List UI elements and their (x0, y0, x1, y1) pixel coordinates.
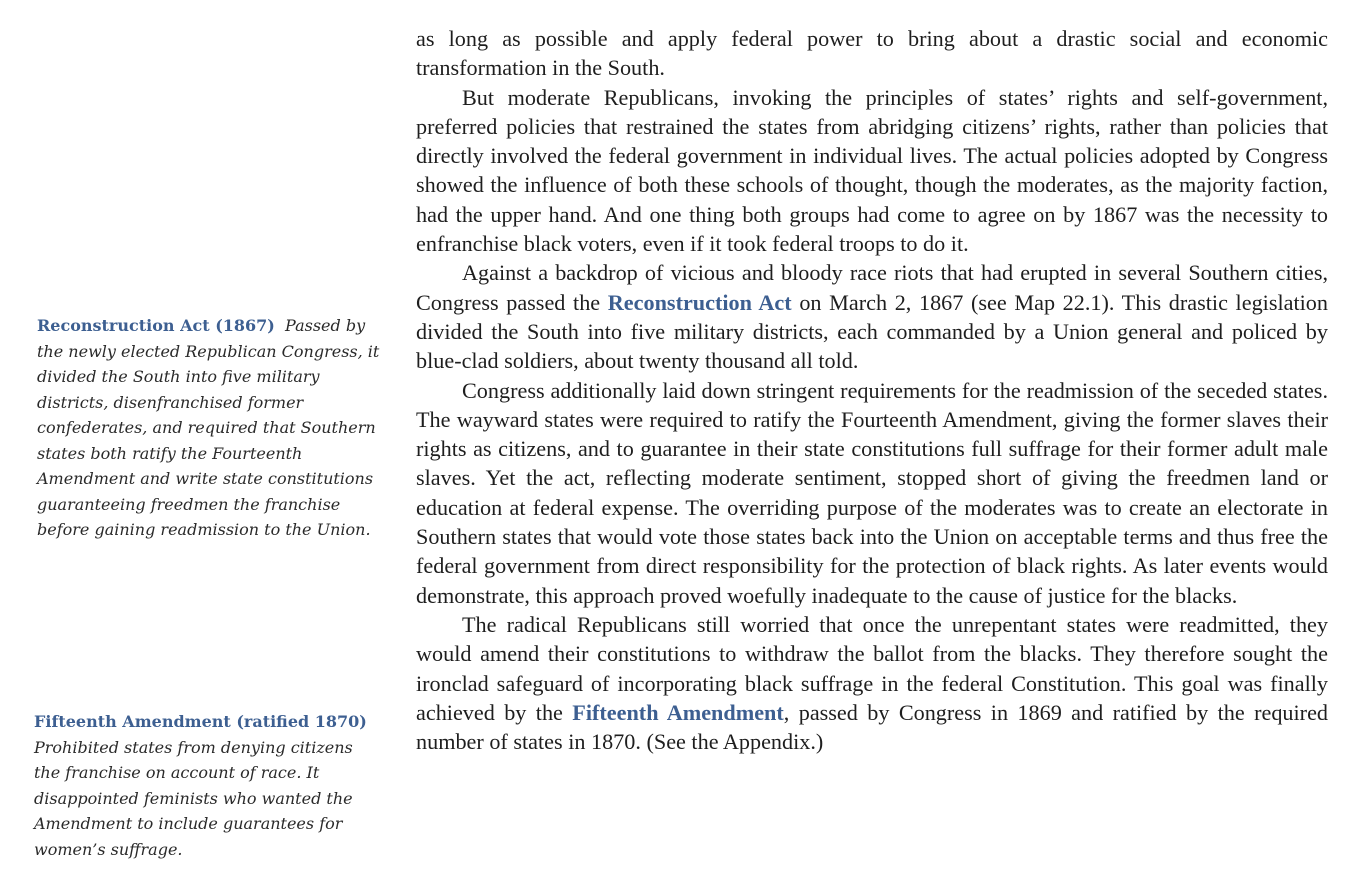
keyword-fifteenth-amendment: Fifteenth Amendment (572, 699, 784, 725)
paragraph-text: , passed by Congress in 1869 and ratified by the required number of states in 1870. (See the Appendix.) (416, 699, 1329, 755)
glossary-definition: Prohibited states from denying citizens the franchise on account of race. It disappointed feminists who wanted the Amendment to include guarantees for women’s suffrage. (34, 737, 353, 859)
margin-note-reconstruction-act (37, 313, 382, 543)
paragraph-text: The radical Republicans still worried that once the unrepentant states were readmitted, they would amend their constitutions to withdraw the ballot from the blacks. They therefore sought the ironclad safeguard of incorporating black suffrage in the federal Constitution. This goal was finally achieved by the (416, 611, 1328, 725)
margin-note-fifteenth-amendment (34, 709, 379, 862)
keyword-reconstruction-act: Reconstruction Act (607, 289, 792, 315)
main-body-text (416, 24, 1328, 756)
paragraph (416, 258, 1328, 375)
paragraph-text: Against a backdrop of vicious and bloody race riots that had erupted in several Southern cities, Congress passed the (416, 260, 1328, 315)
glossary-definition: Passed by the newly elected Republican Congress, it divided the South into five military districts, disenfranchised former confederates, and required that Southern states both ratify the Fourteenth Amendment and write state constitutions guaranteeing freedmen the franchise before gaining readmission to the Union. (37, 316, 380, 539)
paragraph: as long as possible and apply federal power to bring about a drastic social and economic transformation in the South. (416, 26, 1328, 81)
glossary-term: Reconstruction Act (1867) (37, 316, 275, 335)
glossary-term: Fifteenth Amendment (ratified 1870) (34, 712, 367, 731)
paragraph (416, 610, 1328, 756)
paragraph: Congress additionally laid down stringent requirements for the readmission of the seceded states. The wayward states were required to ratify the Fourteenth Amendment, giving the former slaves their rights as citizens, and to guarantee in their state constitutions full suffrage for their former adult male slaves. Yet the act, reflecting moderate sentiment, stopped short of giving the freedmen land or education at federal expense. The overriding purpose of the moderates was to create an electorate in Southern states that would vote those states back into the Union on acceptable terms and thus free the federal government from direct responsibility for the protection of black rights. As later events would demonstrate, this approach proved woefully inadequate to the cause of justice for the blacks. (416, 377, 1328, 608)
paragraph: But moderate Republicans, invoking the principles of states’ rights and self-government, preferred policies that restrained the states from abridging citizens’ rights, rather than policies that directly involved the federal government in individual lives. The actual policies adopted by Congress showed the influence of both these schools of thought, though the moderates, as the majority faction, had the upper hand. And one thing both groups had come to agree on by 1867 was the necessity to enfranchise black voters, even if it took federal troops to do it. (416, 84, 1328, 257)
paragraph-text: on March 2, 1867 (see Map 22.1). This drastic legislation divided the South into five military districts, each commanded by a Union general and policed by blue-clad soldiers, about twenty thousand all told. (416, 289, 1328, 374)
